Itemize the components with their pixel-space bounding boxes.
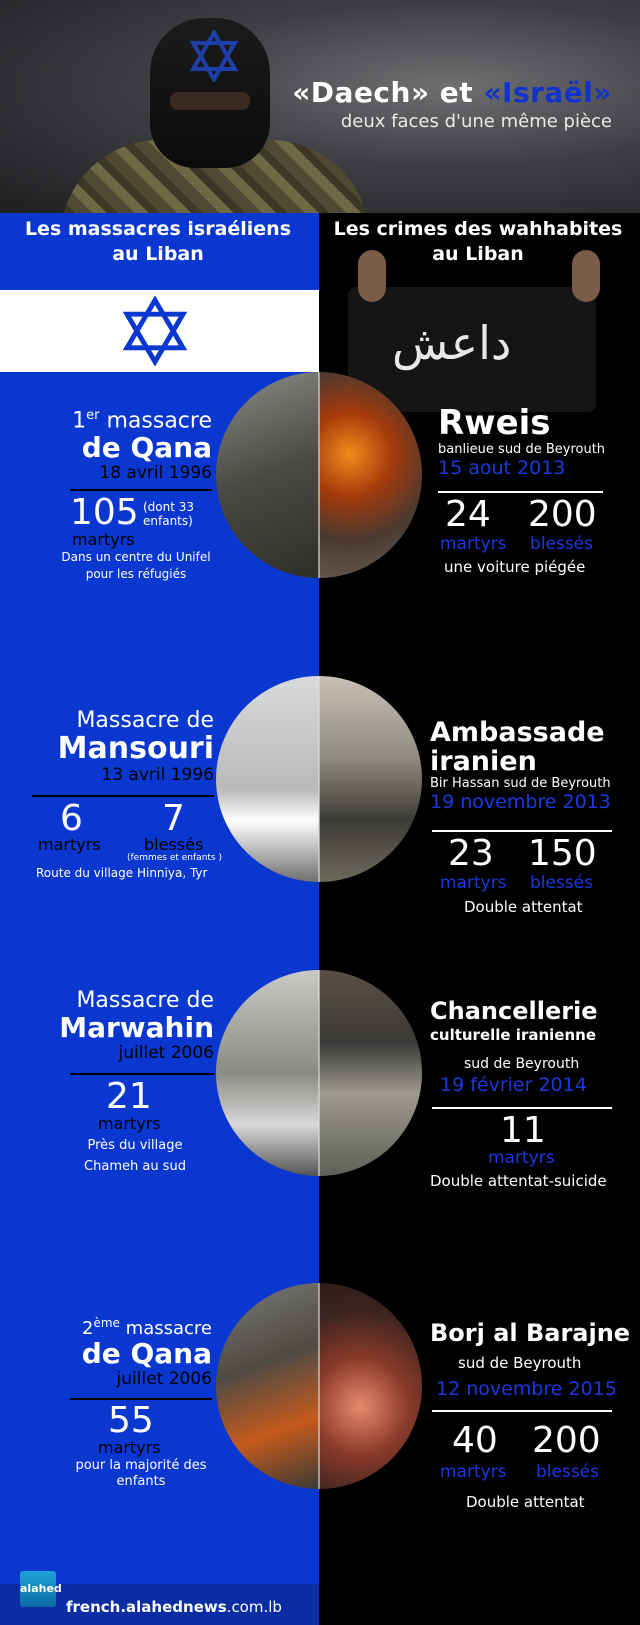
divider-rule: [432, 1107, 612, 1109]
massacre-desc: Route du village Hinniya, Tyr: [36, 866, 208, 880]
martyrs-label: martyrs: [98, 1114, 161, 1133]
massacre-name-2: de Qana: [81, 1337, 212, 1370]
divider-rule: [70, 489, 212, 491]
photo-qana-1996: [216, 372, 319, 578]
ordinal: 1: [72, 408, 87, 434]
injured-label: blessés: [530, 873, 594, 893]
crime-name-1: Ambassade: [430, 717, 605, 748]
martyrs-label: martyrs: [440, 1462, 507, 1482]
crime-date: 19 février 2014: [440, 1074, 587, 1096]
crime-place: sud de Beyrouth: [458, 1354, 582, 1372]
desc-line-1: pour la majorité des: [75, 1458, 207, 1473]
crime-iran-embassy: [430, 718, 611, 813]
injured-label: blessés: [536, 1462, 600, 1482]
divider-rule: [432, 1410, 612, 1412]
crime-desc: Double attentat-suicide: [430, 1172, 607, 1190]
left-column-title: [8, 217, 308, 267]
martyrs-count: 24: [445, 494, 491, 535]
photo-divider: [318, 970, 320, 1176]
massacre-desc: [64, 1458, 218, 1490]
star-of-david-icon: [188, 30, 240, 82]
page-title: [292, 76, 612, 132]
right-title-line-1: Les crimes des wahhabites: [333, 218, 623, 240]
injured-label: blessés: [530, 534, 594, 554]
martyrs-label: martyrs: [440, 873, 507, 893]
count-note-1: (dont 33: [143, 500, 195, 514]
martyrs-label: martyrs: [98, 1438, 161, 1457]
photo-borj-al-barajne: [319, 1283, 422, 1489]
divider-rule: [438, 491, 603, 493]
massacre-name-2: Marwahin: [59, 1011, 214, 1044]
photo-chancellerie: [319, 970, 422, 1176]
massacre-date: 18 avril 1996: [99, 463, 212, 484]
crime-date: 15 aout 2013: [438, 457, 566, 479]
massacre-name-1: massacre: [106, 408, 212, 434]
crime-name-2: iranien: [430, 746, 537, 777]
desc-line-1: Près du village: [87, 1138, 183, 1153]
desc-line-2: Chameh au sud: [84, 1159, 186, 1174]
massacre-date: 13 avril 1996: [101, 765, 214, 785]
flag-star-icon: [120, 296, 190, 366]
crime-rweis: [438, 404, 605, 479]
martyrs-label: martyrs: [72, 530, 135, 549]
martyrs-count: 21: [106, 1076, 152, 1117]
injured-count: 150: [528, 833, 597, 874]
injured-note: (femmes et enfants ): [127, 853, 222, 863]
page-subtitle: deux faces d'une même pièce: [340, 111, 612, 132]
massacre-name-2: de Qana: [81, 431, 212, 465]
crime-borj-al-barajne: [430, 1318, 630, 1348]
ordinal-sup: er: [86, 408, 100, 423]
massacre-name-1: Massacre de: [76, 708, 214, 733]
martyrs-count: 55: [108, 1400, 154, 1441]
count-note-2: enfants): [143, 514, 193, 528]
crime-place: sud de Beyrouth: [464, 1056, 580, 1072]
crime-chancellerie: [430, 998, 598, 1045]
martyrs-count: 23: [448, 833, 494, 874]
massacre-mansouri: [40, 708, 214, 785]
crime-name-1: Chancellerie: [430, 997, 598, 1025]
ordinal-sup: ème: [93, 1316, 120, 1330]
photo-mansouri: [216, 676, 319, 882]
massacre-name-1: Massacre de: [76, 988, 214, 1013]
massacre-marwahin: [40, 988, 214, 1063]
desc-line-1: Dans un centre du Unifel: [61, 550, 211, 564]
crime-date: 12 novembre 2015: [436, 1378, 617, 1400]
photo-circle-4: [216, 1283, 422, 1489]
stats-qana-1: [70, 492, 139, 533]
title-israel: «Israël»: [483, 76, 612, 109]
martyrs-label: martyrs: [488, 1148, 555, 1168]
martyrs-count: 6: [60, 798, 83, 839]
photo-divider: [318, 372, 320, 578]
massacre-name-2: Mansouri: [57, 731, 214, 766]
photo-marwahin: [216, 970, 319, 1176]
alahed-logo[interactable]: alahed: [20, 1571, 56, 1607]
divider-rule: [32, 795, 214, 797]
count-note: [143, 500, 194, 528]
url-tld: .com.lb: [226, 1598, 282, 1616]
left-title-line-2: au Liban: [112, 243, 204, 265]
injured-count: 200: [532, 1420, 601, 1461]
martyrs-count: 40: [452, 1420, 498, 1461]
photo-divider: [318, 676, 320, 882]
fighter-eyes: [170, 92, 250, 110]
crime-desc: Double attentat: [466, 1493, 585, 1511]
url-domain: french.alahednews: [66, 1598, 227, 1616]
martyrs-label: martyrs: [440, 534, 507, 554]
crime-name-2: culturelle iranienne: [430, 1026, 596, 1044]
photo-divider: [318, 1283, 320, 1489]
injured-label: blessés: [144, 835, 204, 854]
right-title-line-2: au Liban: [432, 243, 524, 265]
desc-line-2: enfants: [116, 1474, 166, 1489]
crime-place: banlieue sud de Beyrouth: [438, 442, 606, 457]
right-hand: [572, 250, 600, 302]
photo-circle-3: [216, 970, 422, 1176]
title-daech: «Daech»: [292, 76, 430, 109]
title-et: et: [429, 76, 484, 109]
injured-count: 7: [162, 798, 185, 839]
divider-rule: [70, 1073, 214, 1075]
crime-place: Bir Hassan sud de Beyrouth: [430, 776, 611, 791]
crime-name: Borj al Barajne: [430, 1319, 631, 1347]
massacre-desc: [56, 549, 216, 583]
photo-rweis: [319, 372, 422, 578]
massacre-qana-2: [40, 1316, 212, 1389]
photo-circle-1: [216, 372, 422, 578]
photo-iran-embassy: [319, 676, 422, 882]
crime-date: 19 novembre 2013: [430, 791, 611, 813]
header-banner: [0, 0, 640, 213]
injured-count: 200: [528, 494, 597, 535]
divider-rule: [432, 830, 612, 832]
left-title-line-1: Les massacres israéliens: [24, 218, 292, 240]
massacre-qana-1: [40, 408, 212, 483]
photo-circle-2: [216, 676, 422, 882]
massacre-desc: [60, 1135, 210, 1177]
photo-qana-2006: [216, 1283, 319, 1489]
crime-desc: Double attentat: [464, 898, 583, 916]
left-hand: [358, 250, 386, 302]
massacre-date: juillet 2006: [116, 1369, 212, 1389]
desc-line-2: pour les réfugiés: [85, 567, 187, 581]
massacre-date: juillet 2006: [118, 1043, 214, 1063]
crime-desc: une voiture piégée: [444, 558, 586, 576]
martyrs-label: martyrs: [38, 835, 101, 854]
crime-name: Rweis: [438, 403, 551, 443]
ordinal: 2: [82, 1318, 94, 1339]
site-url-link[interactable]: [66, 1598, 282, 1616]
martyrs-count: 11: [500, 1110, 546, 1151]
massacre-name-1: massacre: [125, 1318, 212, 1339]
daesh-flag-script: داعش: [392, 316, 512, 370]
martyrs-count: 105: [70, 492, 139, 533]
